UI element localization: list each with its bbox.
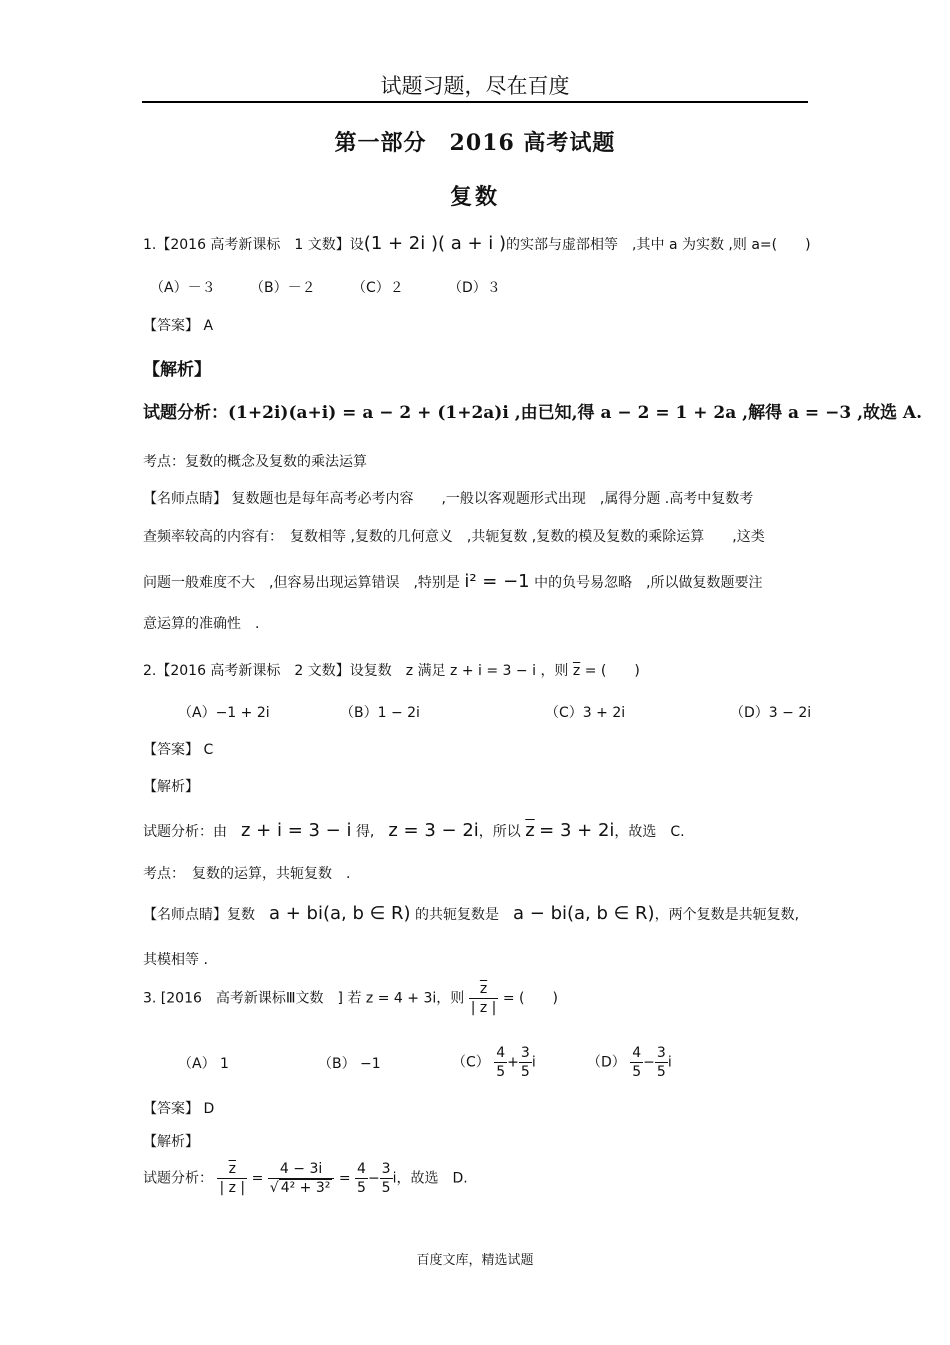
q2-option-b: （B）1 − 2i [340, 705, 420, 721]
q2-option-c: （C）3 + 2i [545, 705, 626, 721]
q3-answer: 【答案】 D [143, 1101, 215, 1117]
q1-option-c: （C）２ [352, 280, 404, 296]
q1-expr: (1 + 2i )( a + i ) [363, 233, 507, 254]
q3-stem-fraction: $\frac{\overline{z}}{| z |}$ [470, 981, 497, 1016]
q2-option-d: （D）3 − 2i [730, 705, 812, 721]
q2-analysis: 试题分析：由 z + i = 3 − i 得, z = 3 − 2i，所以 $\overline{z} = 3 + 2i$，故选 C. [143, 820, 685, 841]
q1-tip-line1: 【名师点睛】 复数题也是每年高考必考内容 ,一般以客观题形式出现 ,属得分题 .高考中复数考 [143, 491, 754, 507]
q1-stem: 1.【2016 高考新课标 1 文数】设(1 + 2i )( a + i )的实部与虚部相等 ,其中 a 为实数 ,则 a=( ) [143, 233, 811, 254]
q3-option-a: （A） 1 [178, 1056, 229, 1072]
page-footer: 百度文库，精选试题 [416, 1253, 534, 1268]
q3-analysis: 试题分析： $\frac{\overline{z}}{| z |}$ = $\frac{4 - 3i}{\text{√ 4² + 3²}}$ = $\frac{4}{5}$ − $\frac{3}{5}$ i，故选 D. [143, 1161, 468, 1196]
q1-tip-line2: 查频率较高的内容有： 复数相等 ,复数的几何意义 ,共轭复数 ,复数的模及复数的乘除运算 ,这类 [143, 529, 765, 545]
q2-tip-line1: 【名师点睛】复数 a + bi(a, b ∈ R) 的共轭复数是 a − bi(a, b ∈ R)，两个复数是共轭复数, [143, 903, 800, 924]
q2-tip-line2: 其模相等 . [143, 952, 208, 968]
q2-stem: 2.【2016 高考新课标 2 文数】设复数 z 满足 z + i = 3 − i ，则 $\overline{z}$ = ( ) [143, 663, 640, 679]
q1-option-d: （D）３ [448, 280, 501, 296]
q1-tip-line3: 问题一般难度不大 ,但容易出现运算错误 ,特别是 i² = −1 中的负号易忽略 ,所以做复数题要注 [143, 571, 763, 592]
q3-option-d: （D） $\frac{4}{5}$ − $\frac{3}{5}$ i [587, 1045, 672, 1080]
header-rule [142, 101, 808, 103]
q2-zbar: $\overline{z}$ [572, 663, 581, 679]
section-title: 第一部分 2016 高考试题 [334, 130, 616, 156]
q3-option-c: （C） $\frac{4}{5}$ + $\frac{3}{5}$ i [452, 1045, 536, 1080]
q2-jiexi-label: 【解析】 [143, 779, 199, 795]
q2-kaodian: 考点： 复数的运算，共轭复数 . [143, 866, 351, 882]
q1-jiexi-label: 【解析】 [143, 360, 211, 380]
q1-option-b: （B）－２ [250, 280, 316, 296]
q2-option-a: （A）−1 + 2i [178, 705, 270, 721]
q1-tip-math: i² = −1 [464, 571, 530, 592]
q1-kaodian: 考点：复数的概念及复数的乘法运算 [143, 454, 367, 470]
q1-analysis: 试题分析：(1+2i)(a+i) = a − 2 + (1+2a)i ,由已知,得 a − 2 = 1 + 2a ,解得 a = −3 ,故选 A. [143, 403, 923, 423]
q3-jiexi-label: 【解析】 [143, 1134, 199, 1150]
page-header: 试题习题，尽在百度 [380, 74, 570, 98]
q1-tip-line4: 意运算的准确性 . [143, 616, 260, 632]
q1-answer: 【答案】 A [143, 318, 214, 334]
q1-option-a: （A）－３ [150, 280, 216, 296]
q3-option-b: （B） −1 [318, 1056, 381, 1072]
q2-answer: 【答案】 C [143, 742, 214, 758]
topic-title: 复数 [449, 184, 500, 210]
q3-stem: 3. [2016 高考新课标Ⅲ文数 ] 若 z = 4 + 3i，则 $\frac{\overline{z}}{| z |}$ = ( ) [143, 981, 558, 1016]
